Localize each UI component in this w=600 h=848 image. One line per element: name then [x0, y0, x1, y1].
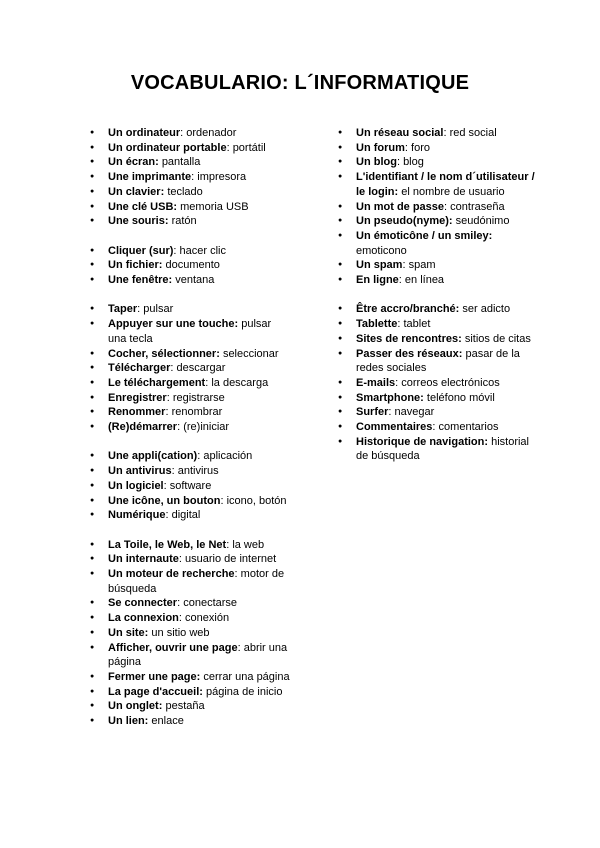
vocab-term: En ligne: [356, 274, 399, 287]
vocab-translation: correos electrónicos: [401, 376, 500, 389]
vocab-item: [338, 391, 538, 406]
vocab-item: [90, 670, 290, 685]
vocab-translation: conexión: [185, 612, 230, 625]
vocab-item: [90, 479, 290, 494]
vocab-translation: (re)iniciar: [183, 421, 230, 434]
vocab-group: [90, 244, 290, 288]
page-title: VOCABULARIO: L´INFORMATIQUE: [130, 72, 470, 94]
vocab-separator: :: [178, 553, 186, 566]
vocab-term: Historique de navigation:: [356, 435, 489, 448]
vocab-term: Un mot de passe: [356, 200, 445, 213]
vocab-term: Une imprimante: [108, 171, 192, 184]
vocab-separator: :: [177, 597, 184, 610]
vocab-item: [90, 567, 290, 596]
vocab-term: Un internaute: [108, 553, 179, 566]
vocab-item: [90, 699, 290, 714]
vocab-item: [338, 302, 538, 317]
vocab-item: [90, 464, 290, 479]
vocab-item: [338, 258, 538, 273]
vocab-separator: :: [402, 259, 409, 272]
vocab-separator: :: [396, 156, 404, 169]
vocab-separator: :: [177, 421, 184, 434]
vocab-term: Un onglet:: [108, 700, 163, 713]
vocab-term: E-mails: [356, 376, 396, 389]
vocab-separator: :: [398, 274, 405, 287]
vocab-separator: :: [165, 406, 172, 419]
vocab-separator: :: [443, 127, 450, 139]
vocab-item: [90, 596, 290, 611]
vocab-item: [338, 141, 538, 156]
vocab-translation: ventana: [175, 274, 215, 287]
vocab-translation: teléfono móvil: [426, 391, 495, 404]
vocab-term: Cocher, sélectionner:: [108, 347, 220, 360]
vocab-term: Un pseudo(nyme):: [356, 215, 453, 228]
vocab-item: [90, 449, 290, 464]
vocab-translation: abrir una página: [108, 641, 288, 669]
vocab-item: [338, 273, 538, 288]
vocab-term: Un spam: [356, 259, 403, 272]
vocab-translation: el nombre de usuario: [401, 185, 505, 198]
vocab-item: [90, 273, 290, 288]
vocab-item: [90, 200, 290, 215]
vocab-separator: :: [173, 244, 180, 257]
vocab-item: [338, 229, 538, 258]
vocab-item: [90, 405, 290, 420]
vocab-item: [90, 420, 290, 435]
vocab-translation: software: [169, 479, 212, 492]
vocab-item: [338, 376, 538, 391]
vocab-separator: :: [234, 568, 241, 581]
vocab-translation: navegar: [394, 406, 435, 419]
vocab-separator: :: [163, 479, 170, 492]
vocab-item: [90, 508, 290, 523]
vocab-separator: :: [404, 141, 412, 154]
vocab-item: [90, 155, 290, 170]
vocab-term: Renommer: [108, 406, 166, 419]
vocab-term: Un écran:: [108, 156, 159, 169]
vocab-item: [338, 214, 538, 229]
vocab-item: [338, 126, 538, 141]
vocab-term: Se connecter: [108, 597, 178, 610]
vocab-translation: icono, botón: [226, 494, 287, 507]
vocab-translation: contraseña: [450, 200, 505, 213]
vocab-term: Taper: [108, 303, 138, 316]
vocab-translation: blog: [403, 156, 424, 169]
vocab-separator: :: [237, 641, 244, 654]
vocab-separator: :: [388, 406, 395, 419]
vocab-term: Appuyer sur une touche:: [108, 318, 239, 331]
vocab-translation: ratón: [171, 215, 197, 228]
vocab-item: [90, 641, 290, 670]
vocab-item: [338, 405, 538, 420]
vocab-item: [338, 200, 538, 215]
vocab-term: Enregistrer: [108, 391, 167, 404]
vocab-term: (Re)démarrer: [108, 421, 178, 434]
vocab-translation: memoria USB: [180, 200, 249, 213]
vocab-separator: :: [166, 391, 173, 404]
vocab-item: [90, 244, 290, 259]
vocab-term: Un blog: [356, 156, 397, 169]
vocab-item: [90, 611, 290, 626]
vocab-group: [90, 302, 290, 434]
vocab-translation: seudónimo: [455, 215, 510, 228]
vocab-term: Smartphone:: [356, 391, 424, 404]
vocab-separator: :: [226, 141, 233, 154]
vocab-item: [338, 420, 538, 435]
vocab-translation: pulsar: [143, 303, 174, 316]
vocab-item: [90, 347, 290, 362]
vocab-term: Une icône, un bouton: [108, 494, 221, 507]
vocab-group: [338, 126, 538, 288]
vocab-item: [90, 685, 290, 700]
vocab-term: Une appli(cation): [108, 450, 198, 463]
vocab-translation: pestaña: [165, 700, 205, 713]
vocab-term: Un forum: [356, 141, 405, 154]
vocab-item: [90, 141, 290, 156]
vocab-term: Une souris:: [108, 215, 169, 228]
vocab-group: [90, 126, 290, 229]
vocab-translation: aplicación: [203, 450, 253, 463]
vocab-item: [90, 714, 290, 729]
vocab-translation: motor de búsqueda: [108, 568, 285, 595]
vocab-translation: cerrar una página: [203, 670, 290, 683]
vocab-term: Un antivirus: [108, 465, 172, 478]
vocab-item: [90, 626, 290, 641]
vocab-group: [90, 538, 290, 729]
vocab-translation: seleccionar: [222, 347, 279, 360]
vocab-column-right: [338, 126, 538, 464]
vocab-translation: antivirus: [177, 465, 219, 478]
vocab-term: Un moteur de recherche: [108, 568, 235, 581]
vocab-item: [90, 361, 290, 376]
vocab-term: Cliquer (sur): [108, 244, 174, 257]
vocab-item: [90, 494, 290, 509]
vocab-translation: impresora: [197, 171, 247, 184]
vocab-item: [90, 170, 290, 185]
vocab-translation: página de inicio: [206, 685, 283, 698]
vocab-term: Passer des réseaux:: [356, 347, 463, 360]
vocab-term: Un fichier:: [108, 259, 163, 272]
vocab-translation: ordenador: [186, 127, 237, 139]
vocab-item: [90, 317, 290, 346]
vocab-translation: la descarga: [211, 376, 269, 389]
vocab-item: [90, 538, 290, 553]
vocab-term: Un lien:: [108, 715, 149, 728]
vocab-separator: :: [165, 509, 172, 522]
vocab-term: Surfer: [356, 406, 389, 419]
vocab-separator: :: [395, 376, 402, 389]
vocab-term: Un ordinateur: [108, 127, 181, 139]
vocab-translation: hacer clic: [179, 244, 226, 257]
vocab-term: Un ordinateur portable: [108, 141, 227, 154]
vocab-item: [90, 302, 290, 317]
vocab-separator: :: [171, 465, 178, 478]
vocab-translation: foro: [411, 141, 430, 154]
vocab-term: Fermer une page:: [108, 670, 201, 683]
vocab-translation: emoticono: [356, 244, 407, 257]
vocab-term: Un réseau social: [356, 127, 444, 139]
vocab-term: Une clé USB:: [108, 200, 178, 213]
vocab-term: Sites de rencontres:: [356, 332, 462, 345]
vocab-translation: la web: [232, 538, 265, 551]
vocab-group: [338, 302, 538, 464]
vocab-translation: un sitio web: [151, 626, 210, 639]
vocab-item: [90, 552, 290, 567]
vocab-translation: registrarse: [172, 391, 225, 404]
vocab-translation: ser adicto: [462, 303, 511, 316]
vocab-term: Un émoticône / un smiley:: [356, 229, 493, 242]
vocab-separator: :: [397, 318, 404, 331]
vocab-term: Commentaires: [356, 421, 433, 434]
vocab-group: [90, 449, 290, 523]
vocab-separator: :: [444, 200, 451, 213]
vocab-term: Le téléchargement: [108, 376, 206, 389]
vocab-item: [338, 317, 538, 332]
vocab-column-left: [90, 126, 290, 729]
vocab-separator: :: [178, 612, 186, 625]
vocab-separator: :: [220, 494, 227, 507]
vocab-item: [90, 126, 290, 141]
vocab-item: [338, 347, 538, 376]
vocab-translation: usuario de internet: [185, 553, 277, 566]
vocab-translation: comentarios: [438, 421, 499, 434]
vocab-term: Une fenêtre:: [108, 274, 173, 287]
vocab-translation: renombrar: [171, 406, 223, 419]
vocab-item: [338, 435, 538, 464]
vocab-item: [90, 214, 290, 229]
vocab-item: [90, 376, 290, 391]
vocab-term: Un clavier:: [108, 185, 165, 198]
vocab-separator: :: [137, 303, 144, 316]
vocab-term: Afficher, ouvrir une page: [108, 641, 238, 654]
vocab-translation: portátil: [232, 141, 266, 154]
vocab-translation: digital: [171, 509, 201, 522]
vocab-term: Un site:: [108, 626, 149, 639]
vocab-translation: pasar de la redes sociales: [356, 347, 520, 375]
vocab-item: [338, 170, 538, 199]
vocab-translation: teclado: [167, 185, 203, 198]
vocab-item: [90, 185, 290, 200]
vocab-term: La Toile, le Web, le Net: [108, 538, 227, 551]
vocab-term: La page d'accueil:: [108, 685, 203, 698]
vocab-translation: historial de búsqueda: [356, 435, 529, 463]
vocab-translation: documento: [165, 259, 220, 272]
vocab-translation: red social: [449, 127, 497, 139]
vocab-translation: enlace: [151, 715, 184, 728]
vocab-term: Un logiciel: [108, 479, 164, 492]
vocab-item: [338, 155, 538, 170]
vocab-translation: spam: [408, 259, 436, 272]
vocab-term: Télécharger: [108, 362, 171, 375]
vocab-separator: :: [180, 127, 187, 139]
vocab-separator: :: [191, 171, 198, 184]
vocab-term: Tablette: [356, 318, 398, 331]
vocab-term: L'identifiant / le nom d´utilisateur / le login:: [356, 171, 535, 198]
vocab-translation: sitios de citas: [464, 332, 531, 345]
vocab-separator: :: [205, 376, 212, 389]
vocab-translation: conectarse: [183, 597, 238, 610]
vocab-translation: descargar: [176, 362, 226, 375]
vocab-term: La connexion: [108, 612, 179, 625]
vocab-translation: en línea: [404, 274, 445, 287]
vocab-item: [338, 332, 538, 347]
vocab-item: [90, 391, 290, 406]
vocab-separator: :: [197, 450, 204, 463]
vocab-term: Être accro/branché:: [356, 303, 460, 316]
vocab-separator: :: [226, 538, 233, 551]
vocab-separator: :: [170, 362, 177, 375]
vocab-translation: tablet: [403, 318, 431, 331]
vocab-translation: pantalla: [161, 156, 201, 169]
vocab-separator: :: [432, 421, 439, 434]
vocab-term: Numérique: [108, 509, 166, 522]
vocab-item: [90, 258, 290, 273]
vocab-translation: pulsar una tecla: [108, 318, 272, 345]
